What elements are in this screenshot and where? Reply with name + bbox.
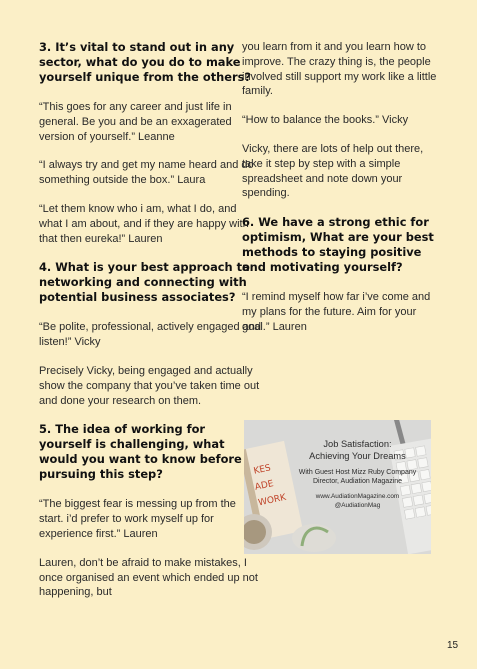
question-4-heading: 4. What is your best approach to networking and connecting with potential business associates?: [39, 260, 250, 305]
question-4-answer-vicky: “Be polite, professional, actively engaged and listen!” Vicky: [39, 321, 261, 349]
question-6-answer-lauren: “I remind myself how far i’ve come and my plans for the future. Aim for your goal.” Lauren: [242, 291, 431, 333]
right-column: [242, 40, 442, 349]
image-guest-line: With Guest Host Mizz Ruby Company Director, Audiation Magazine: [298, 469, 417, 486]
page-number: 15: [447, 640, 459, 651]
left-column: [39, 40, 261, 614]
question-3-answer-leanne: “This goes for any career and just life in general. Be you and be an exxagerated version of yourself.” Leanne: [39, 101, 232, 143]
question-5-response: Lauren, don’t be afraid to make mistakes, I once organised an event which ended up not happening, but: [39, 556, 258, 599]
question-6-heading: 6. We have a strong ethic for optimism, What are your best methods to staying positive and motivating yourself?: [242, 215, 434, 275]
question-5-heading: 5. The idea of working for yourself is challenging, what would you want to know before pursuing this step?: [39, 422, 242, 482]
image-title-2: Achieving Your Dreams: [309, 451, 406, 461]
promo-image: [244, 420, 431, 554]
image-handle: @AudiationMag: [334, 501, 381, 509]
quote-balance-books: “How to balance the books.” Vicky: [242, 114, 409, 127]
book-text-2: ADE: [254, 479, 275, 493]
question-3-answer-lauren: “Let them know who i am, what I do, and what I am about, and if they are happy with that then eureka!” Lauren: [39, 202, 249, 245]
image-website: www.AudiationMagazine.com: [315, 493, 400, 501]
question-3-answer-laura: “I always try and get my name heard and do something outside the box.” Laura: [39, 159, 254, 187]
question-3-heading: 3. It’s vital to stand out in any sector, what do you do to make yourself unique from the others?: [39, 40, 251, 84]
continued-response: you learn from it and you learn how to improve. The crazy thing is, the people involved still support my work like a little family.: [242, 41, 437, 98]
books-response: Vicky, there are lots of help out there, take it step by step with a simple spreadsheet and note down your spending.: [242, 142, 424, 200]
question-4-response: Precisely Vicky, being engaged and actually show the company that you’ve taken time out and done your research on them.: [39, 364, 260, 407]
question-5-answer-lauren: “The biggest fear is messing up from the start. i’d prefer to work myself up for experience first.” Lauren: [39, 498, 236, 540]
image-overlay-text: [290, 438, 425, 510]
book-text-1: KES: [252, 463, 272, 477]
book-text-3: WORK: [257, 492, 288, 509]
image-title-1: Job Satisfaction:: [323, 439, 392, 449]
